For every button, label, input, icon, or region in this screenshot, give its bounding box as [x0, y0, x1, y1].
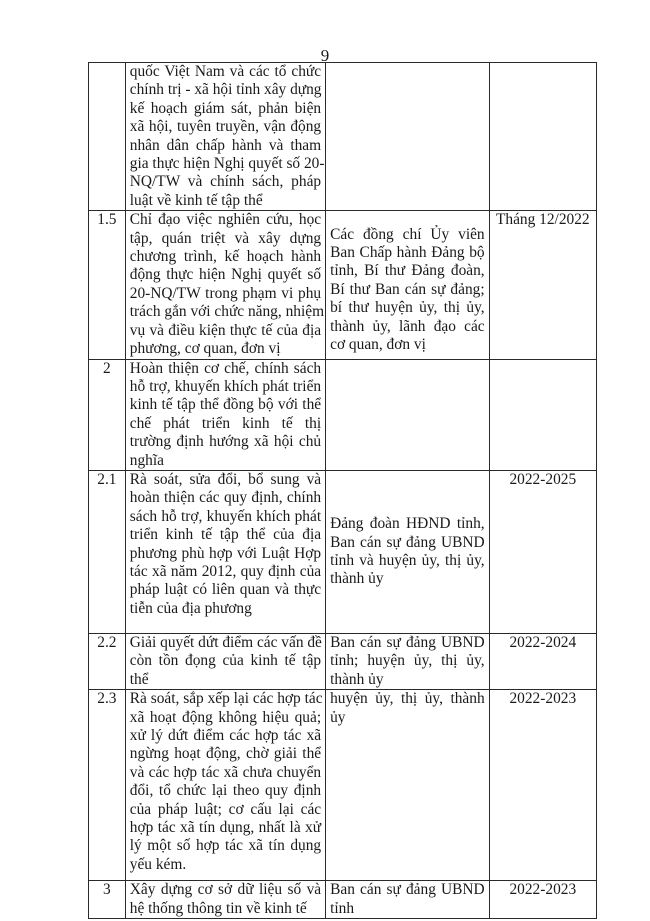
timeline: 2022-2025	[489, 470, 596, 633]
task-table-body	[89, 63, 597, 919]
task-line: gia thực hiện Nghị quyết số 20-	[129, 155, 325, 173]
task-description	[125, 690, 325, 881]
responsible-line: Ban cán sự đảng UBND	[330, 533, 485, 551]
responsible-line: Bí thư Ban cán sự đảng;	[330, 280, 485, 298]
item-number: 2.2	[89, 633, 126, 689]
responsible-line: ủy	[330, 708, 346, 726]
item-number: 1.5	[89, 211, 126, 359]
task-description	[125, 470, 325, 633]
timeline: 2022-2024	[489, 633, 596, 689]
task-line: xã hoạt động không hiệu quả;	[129, 708, 322, 726]
task-line: ngừng hoạt động, chờ giải thể	[129, 745, 322, 763]
responsible-line: thành ủy	[330, 670, 384, 688]
task-line: Rà soát, sửa đổi, bổ sung và	[129, 470, 322, 488]
item-number: 2	[89, 359, 126, 470]
responsible-line: tỉnh; huyện ủy, thị ủy,	[330, 652, 485, 670]
task-line: trách gắn với chức năng, nhiệm	[129, 303, 325, 321]
responsible-line: Các đồng chí Ủy viên	[330, 225, 485, 243]
responsible-party	[326, 359, 490, 470]
task-line: tập, quán triệt và xây dựng	[129, 229, 322, 247]
responsible-line: Ban cán sự đảng UBND	[330, 881, 485, 899]
task-line: triển kinh tế tập thể của địa	[129, 526, 322, 544]
responsible-line: tỉnh	[330, 899, 355, 917]
timeline: 2022-2023	[489, 881, 596, 919]
task-line: vụ và điều kiện thực tế của địa	[129, 321, 322, 339]
timeline: Tháng 12/2022	[489, 211, 596, 359]
task-line: chế phát triển kinh tế thị	[129, 414, 322, 432]
task-line: pháp luật có liên quan và thực	[129, 581, 322, 599]
task-line: hợp tác xã tín dụng, nhất là xử	[129, 819, 322, 836]
responsible-line: thành ủy, lãnh đạo các	[330, 317, 485, 335]
task-description	[125, 63, 325, 211]
timeline	[489, 359, 596, 470]
table-row	[89, 63, 597, 211]
timeline	[489, 63, 596, 211]
task-line: chính trị - xã hội tỉnh xây dựng	[129, 81, 322, 99]
task-line: trường định hướng xã hội chủ	[129, 433, 322, 451]
task-description	[125, 633, 325, 689]
responsible-line: tỉnh và huyện ủy, thị ủy,	[330, 551, 485, 569]
task-line: luật về kinh tế tập thể	[129, 191, 263, 209]
task-line: thể	[129, 670, 149, 688]
responsible-line: Ban cán sự đảng UBND	[330, 633, 485, 651]
responsible-party	[326, 211, 490, 359]
item-number: 2.3	[89, 690, 126, 881]
responsible-party	[326, 633, 490, 689]
task-line: và các hợp tác xã chưa chuyển	[129, 763, 322, 781]
responsible-party	[326, 470, 490, 633]
task-line: quốc Việt Nam và các tổ chức	[129, 63, 322, 80]
task-line: lý một số hợp tác xã tín dụng	[129, 837, 322, 855]
task-line: sách hỗ trợ, khuyến khích phát	[129, 507, 322, 525]
table-row	[89, 359, 597, 470]
task-description	[125, 359, 325, 470]
task-line: tiễn của địa phương	[129, 599, 252, 617]
timeline: 2022-2023	[489, 690, 596, 881]
task-line: tác xã năm 2012, quy định của	[129, 562, 322, 580]
task-line: đổi, tổ chức lại theo quy định	[129, 782, 322, 800]
task-description	[125, 881, 325, 919]
task-line: 20-NQ/TW trong phạm vi phụ	[129, 284, 322, 302]
responsible-party	[326, 881, 490, 919]
page-number: 9	[320, 46, 330, 65]
task-line: phương, cơ quan, đơn vị	[129, 340, 281, 358]
responsible-line: bí thư huyện ủy, thị ủy,	[330, 299, 485, 317]
task-line: Rà soát, sắp xếp lại các hợp tác	[129, 690, 323, 708]
responsible-line: Ban Chấp hành Đảng bộ	[330, 244, 485, 262]
table-row	[89, 690, 597, 881]
task-line: nhân dân chấp hành và tham	[129, 136, 322, 154]
task-line: hoàn thiện các quy định, chính	[129, 489, 322, 507]
task-line: Xây dựng cơ sở dữ liệu số và	[129, 881, 322, 899]
task-line: xã hội, tuyên truyền, vận động	[129, 118, 322, 136]
responsible-line: cơ quan, đơn vị	[330, 336, 426, 354]
table-row	[89, 881, 597, 919]
responsible-line: huyện ủy, thị ủy, thành	[330, 690, 485, 708]
task-table	[88, 62, 597, 919]
table-row	[89, 470, 597, 633]
responsible-party	[326, 690, 490, 881]
responsible-line: thành ủy	[330, 570, 384, 588]
task-line: động thực hiện Nghị quyết số	[129, 266, 322, 284]
task-line: hỗ trợ, khuyến khích phát triển	[129, 377, 322, 395]
task-line: nghĩa	[129, 451, 164, 469]
responsible-line: tỉnh, Bí thư Đảng đoàn,	[330, 262, 485, 280]
task-line: yếu kém.	[129, 855, 187, 873]
task-line: Chỉ đạo việc nghiên cứu, học	[129, 211, 322, 229]
task-line: kinh tế tập thể đồng bộ với thể	[129, 396, 322, 414]
task-line: hệ thống thông tin về kinh tế	[129, 899, 307, 917]
task-line: phương phù hợp với Luật Hợp	[129, 544, 322, 562]
task-line: Giải quyết dứt điểm các vấn đề	[129, 633, 322, 651]
task-line: chương trình, kế hoạch hành	[129, 248, 322, 266]
task-description	[125, 211, 325, 359]
task-line: của pháp luật; cơ cấu lại các	[129, 800, 322, 818]
item-number: 2.1	[89, 470, 126, 633]
item-number	[89, 63, 126, 211]
responsible-party	[326, 63, 490, 211]
task-line: còn tồn đọng của kinh tế tập	[129, 652, 322, 670]
responsible-line: Đảng đoàn HĐND tỉnh,	[330, 515, 485, 533]
item-number: 3	[89, 881, 126, 919]
task-line: xử lý dứt điểm các hợp tác xã	[129, 726, 322, 744]
task-line: kế hoạch giám sát, phản biện	[129, 99, 322, 117]
table-row	[89, 211, 597, 359]
table-row	[89, 633, 597, 689]
task-line: NQ/TW và chính sách, pháp	[129, 173, 322, 191]
task-line: Hoàn thiện cơ chế, chính sách	[129, 359, 322, 377]
